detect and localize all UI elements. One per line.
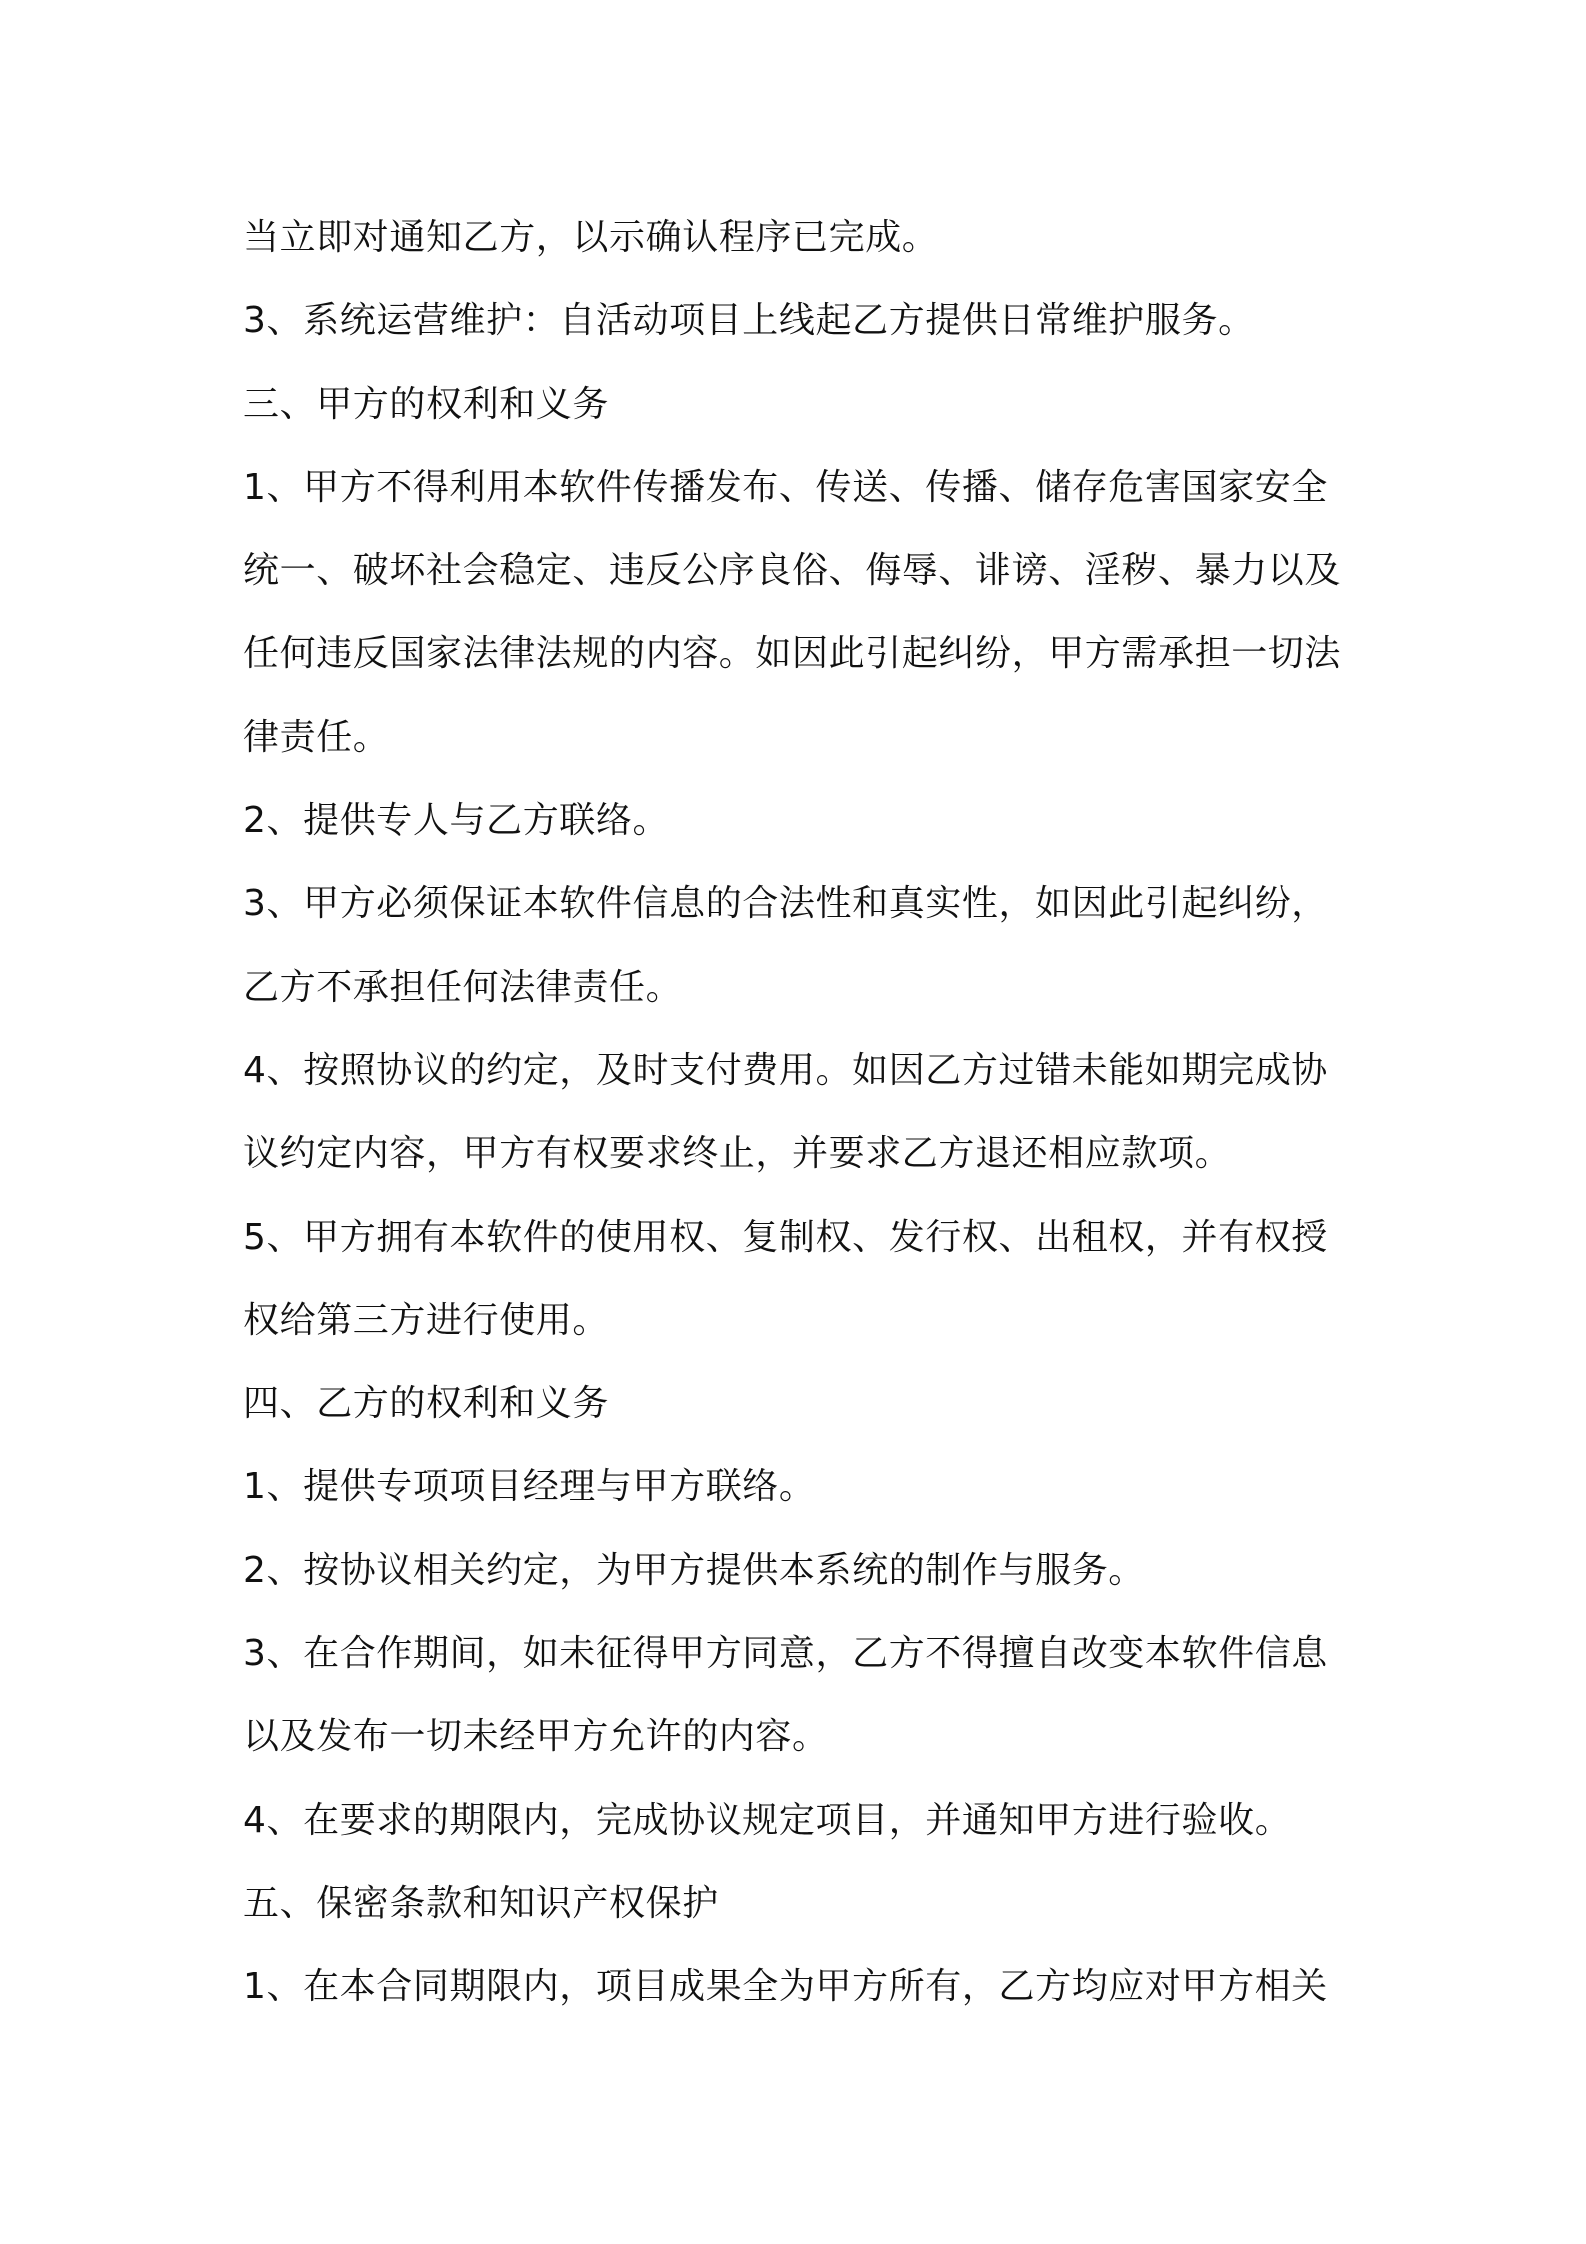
text-line: 1、提供专项项目经理与甲方联络。 [243,1466,816,1508]
text-line: 统一、破坏社会稳定、违反公序良俗、侮辱、诽谤、淫秽、暴力以及 [243,550,1342,592]
text-line: 2、提供专人与乙方联络。 [243,800,670,842]
text-line: 以及发布一切未经甲方允许的内容。 [243,1716,829,1758]
text-line: 2、按协议相关约定，为甲方提供本系统的制作与服务。 [243,1549,1145,1591]
text-line: 1、在本合同期限内，项目成果全为甲方所有，乙方均应对甲方相关 [243,1966,1328,2008]
text-line: 权给第三方进行使用。 [243,1299,610,1341]
section-heading: 五、保密条款和知识产权保护 [243,1882,719,1924]
text-line: 议约定内容，甲方有权要求终止，并要求乙方退还相应款项。 [243,1133,1232,1175]
text-line: 4、按照协议的约定，及时支付费用。如因乙方过错未能如期完成协 [243,1049,1328,1091]
text-line: 4、在要求的期限内，完成协议规定项目，并通知甲方进行验收。 [243,1799,1292,1841]
text-line: 3、在合作期间，如未征得甲方同意，乙方不得擅自改变本软件信息 [243,1633,1328,1675]
text-line: 任何违反国家法律法规的内容。如因此引起纠纷，甲方需承担一切法 [243,633,1342,675]
text-line: 当立即对通知乙方，以示确认程序已完成。 [243,217,939,258]
text-line: 1、甲方不得利用本软件传播发布、传送、传播、储存危害国家安全 [243,466,1328,508]
text-line: 5、甲方拥有本软件的使用权、复制权、发行权、出租权，并有权授 [243,1216,1328,1258]
text-line: 乙方不承担任何法律责任。 [243,966,683,1008]
text-line: 律责任。 [243,716,390,758]
text-line: 3、系统运营维护：自活动项目上线起乙方提供日常维护服务。 [243,300,1255,342]
section-heading: 三、甲方的权利和义务 [243,383,610,425]
section-heading: 四、乙方的权利和义务 [243,1383,610,1425]
text-line: 3、甲方必须保证本软件信息的合法性和真实性，如因此引起纠纷， [243,883,1328,925]
document-body [243,196,1353,2029]
